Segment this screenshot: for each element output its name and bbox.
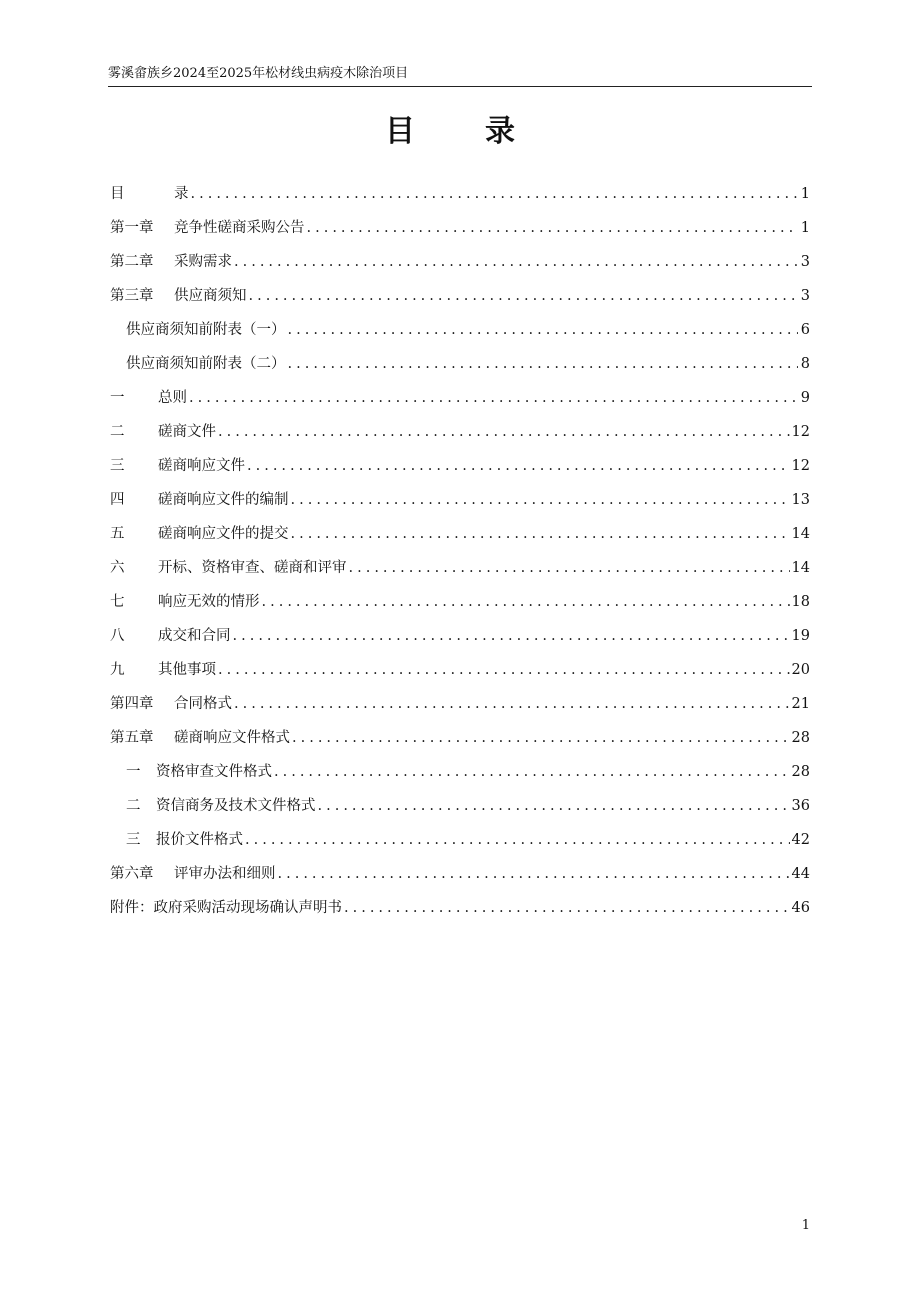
toc-dot-leader — [288, 353, 799, 375]
toc-entry-page: 44 — [791, 866, 810, 882]
toc-entry-text: 成交和合同 — [158, 628, 231, 644]
page-title: 目 录 — [385, 114, 535, 149]
toc-entry-number: 一 — [110, 390, 125, 406]
toc-entry-text: 附件：政府采购活动现场确认声明书 — [110, 900, 342, 916]
toc-entry-number: 第四章 — [110, 696, 154, 712]
toc-entry-page: 46 — [791, 900, 810, 916]
toc-entry-text: 响应无效的情形 — [158, 594, 260, 610]
toc-entry-text: 资信商务及技术文件格式 — [156, 798, 316, 814]
toc-dot-leader — [288, 319, 799, 341]
toc-entry-text: 评审办法和细则 — [174, 866, 276, 882]
toc-entry-number: 一 — [126, 764, 141, 780]
toc-entry-page: 28 — [791, 764, 810, 780]
toc-dot-leader — [218, 659, 790, 681]
toc-entry-text: 录 — [174, 186, 189, 202]
toc-entry-label — [110, 489, 289, 511]
toc-entry-number: 二 — [126, 798, 141, 814]
toc-entry-label — [110, 387, 187, 409]
toc-entry-label — [110, 217, 305, 239]
toc-entry-label — [110, 285, 247, 307]
toc-entry-page: 18 — [791, 594, 810, 610]
toc-entry[interactable] — [110, 659, 810, 693]
toc-entry[interactable] — [110, 591, 810, 625]
toc-entry-label — [126, 795, 316, 817]
toc-entry[interactable] — [110, 217, 810, 251]
toc-entry-text: 合同格式 — [174, 696, 232, 712]
toc-entry-number: 六 — [110, 560, 125, 576]
toc-entry-page: 28 — [791, 730, 810, 746]
toc-entry-page: 42 — [791, 832, 810, 848]
toc-entry-label — [110, 727, 290, 749]
toc-dot-leader — [274, 761, 790, 783]
toc-dot-leader — [262, 591, 790, 613]
toc-entry-page: 19 — [791, 628, 810, 644]
toc-entry[interactable] — [110, 455, 810, 489]
toc-entry-label — [110, 251, 232, 273]
toc-entry-label — [110, 659, 216, 681]
toc-entry-text: 总则 — [158, 390, 187, 406]
toc-entry[interactable] — [110, 829, 810, 863]
toc-entry-page: 9 — [800, 390, 810, 406]
toc-entry-page: 36 — [791, 798, 810, 814]
toc-dot-leader — [344, 897, 790, 919]
toc-entry[interactable] — [110, 285, 810, 319]
toc-entry-label — [110, 591, 260, 613]
toc-entry-label — [110, 557, 347, 579]
toc-dot-leader — [189, 387, 798, 409]
toc-entry-number: 第三章 — [110, 288, 154, 304]
toc-dot-leader — [218, 421, 790, 443]
toc-entry-number: 目 — [110, 186, 125, 202]
toc-dot-leader — [191, 183, 799, 205]
toc-dot-leader — [291, 523, 790, 545]
toc-dot-leader — [247, 455, 790, 477]
toc-entry-number: 五 — [110, 526, 125, 542]
toc-entry[interactable] — [110, 251, 810, 285]
toc-entry-number: 四 — [110, 492, 125, 508]
toc-entry-label — [110, 863, 276, 885]
toc-entry-text: 采购需求 — [174, 254, 232, 270]
toc-entry-text: 开标、资格审查、磋商和评审 — [158, 560, 347, 576]
toc-dot-leader — [291, 489, 790, 511]
toc-entry-number: 第二章 — [110, 254, 154, 270]
toc-entry-label — [110, 183, 189, 205]
toc-entry-text: 磋商响应文件的编制 — [158, 492, 289, 508]
toc-entry-page: 14 — [791, 526, 810, 542]
toc-entry[interactable] — [110, 319, 810, 353]
toc-entry-page: 8 — [800, 356, 810, 372]
toc-entry-label — [110, 897, 342, 919]
toc-dot-leader — [234, 693, 790, 715]
toc-entry-page: 3 — [800, 254, 810, 270]
toc-dot-leader — [349, 557, 790, 579]
toc-entry-page: 13 — [791, 492, 810, 508]
toc-entry[interactable] — [110, 795, 810, 829]
toc-entry[interactable] — [110, 523, 810, 557]
toc-dot-leader — [292, 727, 790, 749]
toc-entry[interactable] — [110, 557, 810, 591]
toc-entry-label — [110, 421, 216, 443]
toc-entry-label — [110, 693, 232, 715]
toc-entry[interactable] — [110, 693, 810, 727]
toc-entry-page: 3 — [800, 288, 810, 304]
toc-entry-label — [126, 761, 272, 783]
toc-entry-page: 14 — [791, 560, 810, 576]
toc-entry-page: 1 — [800, 186, 810, 202]
toc-entry[interactable] — [110, 727, 810, 761]
toc-entry-number: 第六章 — [110, 866, 154, 882]
toc-dot-leader — [245, 829, 790, 851]
toc-entry-number: 三 — [126, 832, 141, 848]
toc-entry-label — [126, 353, 286, 375]
toc-entry-text: 供应商须知前附表（二） — [126, 356, 286, 372]
toc-entry[interactable] — [110, 489, 810, 523]
toc-entry-number: 二 — [110, 424, 125, 440]
toc-entry-number: 九 — [110, 662, 125, 678]
toc-dot-leader — [318, 795, 790, 817]
toc-entry-text: 磋商文件 — [158, 424, 216, 440]
toc-entry-number: 七 — [110, 594, 125, 610]
toc-entry-label — [110, 625, 231, 647]
toc-entry-text: 报价文件格式 — [156, 832, 243, 848]
page-number: 1 — [801, 1218, 810, 1233]
toc-entry-label — [126, 829, 243, 851]
toc-entry[interactable] — [110, 863, 810, 897]
toc-entry[interactable] — [110, 625, 810, 659]
toc-entry-label — [110, 523, 289, 545]
toc-entry[interactable] — [110, 387, 810, 421]
toc-entry[interactable] — [110, 183, 810, 217]
toc-entry-page: 20 — [791, 662, 810, 678]
toc-entry[interactable] — [110, 897, 810, 931]
toc-entry-page: 12 — [791, 458, 810, 474]
toc-entry-text: 其他事项 — [158, 662, 216, 678]
toc-dot-leader — [233, 625, 790, 647]
toc-entry-text: 竞争性磋商采购公告 — [174, 220, 305, 236]
page-header — [108, 62, 812, 87]
toc-entry-number: 第五章 — [110, 730, 154, 746]
toc-entry-label — [126, 319, 286, 341]
toc-entry-page: 1 — [800, 220, 810, 236]
toc-entry[interactable] — [110, 421, 810, 455]
toc-entry-text: 磋商响应文件 — [158, 458, 245, 474]
toc-dot-leader — [249, 285, 799, 307]
toc-dot-leader — [234, 251, 798, 273]
toc-dot-leader — [278, 863, 790, 885]
toc-dot-leader — [307, 217, 799, 239]
toc-entry-text: 磋商响应文件的提交 — [158, 526, 289, 542]
toc-entry-number: 三 — [110, 458, 125, 474]
toc-entry-number: 第一章 — [110, 220, 154, 236]
toc-entry[interactable] — [110, 353, 810, 387]
toc-entry-label — [110, 455, 245, 477]
toc-entry-text: 供应商须知前附表（一） — [126, 322, 286, 338]
toc-entry-page: 12 — [791, 424, 810, 440]
toc-entry-text: 供应商须知 — [174, 288, 247, 304]
table-of-contents — [110, 183, 810, 931]
toc-entry-text: 磋商响应文件格式 — [174, 730, 290, 746]
toc-entry-page: 21 — [791, 696, 810, 712]
header-text: 雾溪畲族乡2024至2025年松材线虫病疫木除治项目 — [108, 66, 409, 81]
toc-entry[interactable] — [110, 761, 810, 795]
toc-entry-text: 资格审查文件格式 — [156, 764, 272, 780]
toc-entry-page: 6 — [800, 322, 810, 338]
toc-entry-number: 八 — [110, 628, 125, 644]
